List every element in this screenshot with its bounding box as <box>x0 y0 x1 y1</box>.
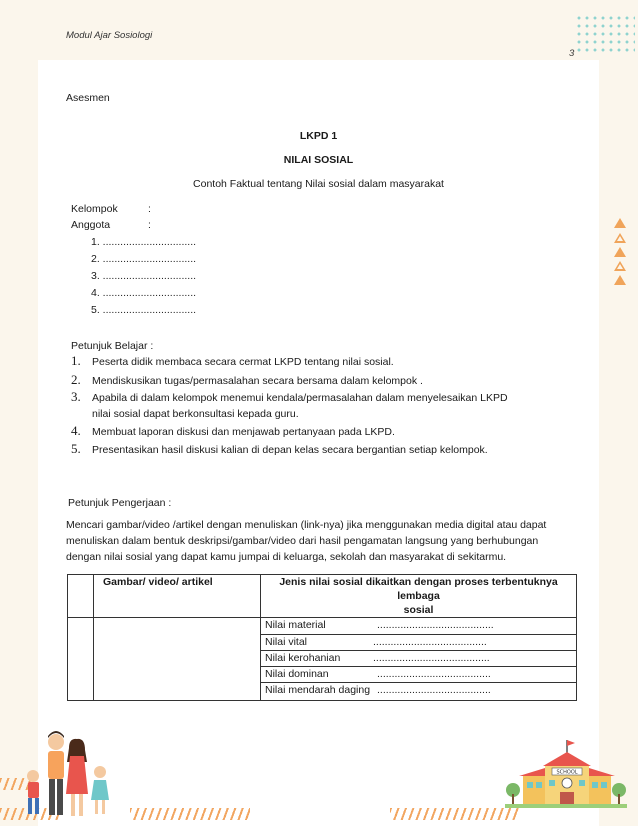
decor-stripes <box>390 808 520 820</box>
petunjuk-belajar-title: Petunjuk Belajar : <box>71 340 154 352</box>
module-title: Modul Ajar Sosiologi <box>66 30 153 41</box>
decor-dots <box>575 14 635 54</box>
decor-triangle-icon <box>614 218 626 228</box>
instruction-text: nilai sosial dapat berkonsultasi kepada guru. <box>92 408 299 420</box>
kelompok-colon: : <box>148 203 151 215</box>
value-dots: ....................................... <box>377 668 491 680</box>
table-row <box>68 618 577 635</box>
instruction-text: Membuat laporan diskusi dan menjawab pertanyaan pada LKPD. <box>92 426 395 438</box>
pengerjaan-text: Mencari gambar/video /artikel dengan menuliskan (link-nya) jika menggunakan media digital atau dapat <box>66 519 547 531</box>
school-building-icon <box>505 738 627 814</box>
decor-triangle-icon <box>614 247 626 257</box>
instruction-text: Peserta didik membaca secara cermat LKPD tentang nilai sosial. <box>92 356 394 368</box>
anggota-colon: : <box>148 219 151 231</box>
value-label: Nilai kerohanian <box>265 652 341 664</box>
table-cell-value[interactable] <box>261 635 577 651</box>
lkpd-topic: Contoh Faktual tentang Nilai sosial dalam masyarakat <box>193 178 444 190</box>
lkpd-title: LKPD 1 <box>299 130 338 142</box>
instruction-number: 2. <box>71 372 81 387</box>
worksheet-page <box>38 60 599 826</box>
value-dots: ........................................ <box>377 619 494 631</box>
instruction-text: Mendiskusikan tugas/permasalahan secara bersama dalam kelompok . <box>92 375 423 387</box>
pengerjaan-text: menuliskan dalam bentuk deskripsi/gambar/video dari hasil pengamatan langsung yang berhubungan <box>66 535 539 547</box>
table-header-row <box>68 575 577 618</box>
decor-triangle-icon <box>614 275 626 285</box>
instruction-text: Presentasikan hasil diskusi kalian di depan kelas secara bergantian setiap kelompok. <box>92 444 488 456</box>
member-line: 2. ................................ <box>91 253 197 265</box>
value-label: Nilai material <box>265 619 326 631</box>
page-number: 3 <box>569 48 575 59</box>
instruction-number: 1. <box>71 353 81 368</box>
instruction-text: Apabila di dalam kelompok menemui kendala/permasalahan dalam menyelesaikan LKPD <box>92 392 508 404</box>
petunjuk-pengerjaan-title: Petunjuk Pengerjaan : <box>68 497 172 509</box>
table-cell-value[interactable] <box>261 683 577 701</box>
value-dots: ........................................ <box>373 652 490 664</box>
table-cell-number <box>68 618 94 701</box>
header-line: sosial <box>403 604 434 616</box>
table-cell <box>68 575 94 618</box>
instruction-number: 3. <box>71 389 81 404</box>
anggota-label: Anggota <box>71 219 111 231</box>
member-line: 5. ................................ <box>91 304 197 316</box>
value-dots: ....................................... <box>373 636 487 648</box>
table-cell-value[interactable] <box>261 651 577 667</box>
member-line: 1. ................................ <box>91 236 197 248</box>
instruction-number: 5. <box>71 441 81 456</box>
table-cell-value[interactable] <box>261 618 577 635</box>
value-label: Nilai dominan <box>265 668 329 680</box>
pengerjaan-text: dengan nilai sosial yang dapat kamu jumpai di keluarga, sekolah dan masyarakat di sekitarmu. <box>66 551 507 563</box>
instruction-number: 4. <box>71 423 81 438</box>
decor-stripes <box>130 808 250 820</box>
value-dots: ....................................... <box>377 684 491 696</box>
decor-triangle-outline-icon <box>614 261 626 271</box>
member-line: 4. ................................ <box>91 287 197 299</box>
table-header-media: Gambar/ video/ artikel <box>94 575 261 618</box>
value-label: Nilai mendarah daging <box>265 684 371 696</box>
lkpd-subtitle: NILAI SOSIAL <box>283 154 354 166</box>
svg-text:SCHOOL: SCHOOL <box>556 769 578 776</box>
family-illustration-icon <box>14 728 118 824</box>
decor-triangle-outline-icon <box>614 233 626 243</box>
value-label: Nilai vital <box>265 636 308 648</box>
header-line: Jenis nilai sosial dikaitkan dengan proses terbentuknya lembaga <box>279 576 558 602</box>
section-label: Asesmen <box>66 92 110 104</box>
table-header-jenis <box>261 575 577 618</box>
lkpd-table <box>67 574 577 701</box>
table-cell-value[interactable] <box>261 667 577 683</box>
table-cell-media[interactable] <box>94 618 261 701</box>
kelompok-label: Kelompok <box>71 203 118 215</box>
member-line: 3. ................................ <box>91 270 197 282</box>
